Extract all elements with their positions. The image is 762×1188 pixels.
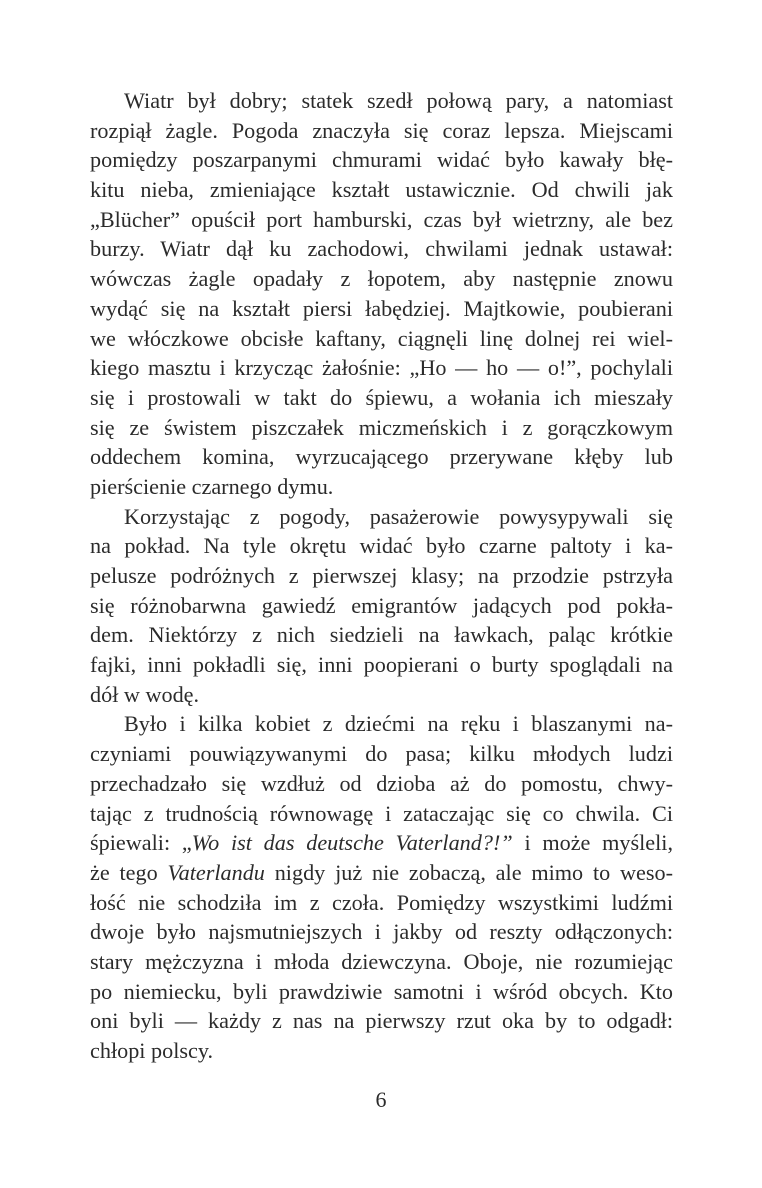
- text-line: [90, 175, 673, 205]
- text-line: [90, 234, 673, 264]
- text-line: [90, 472, 673, 502]
- text-run: Korzystając z pogody, pasażerowie powysypywali się: [124, 503, 673, 529]
- text-run: pelusze podróżnych z pierwszej klasy; na przodzie pstrzyła: [90, 563, 673, 588]
- text-line: [90, 947, 673, 977]
- text-run: pierścienie czarnego dymu.: [90, 473, 334, 499]
- italic-text: Vaterlandu: [167, 859, 265, 885]
- text-line: [90, 888, 673, 918]
- text-run: dół w wodę.: [90, 681, 200, 707]
- text-line: [90, 264, 673, 294]
- text-run: pomiędzy poszarpanymi chmurami widać było kawały błę-: [90, 147, 673, 173]
- paragraph: [90, 502, 673, 710]
- text-line: [90, 561, 673, 591]
- text-run: we włóczkowe obcisłe kaftany, ciągnęli linę dolnej rei wiel-: [90, 325, 673, 351]
- text-run: się różnobarwna gawiedź emigrantów jadących pod pokła-: [90, 592, 673, 618]
- text-line: [90, 294, 673, 324]
- text-line: [90, 205, 673, 235]
- paragraph: [90, 709, 673, 1065]
- text-line: [90, 828, 673, 858]
- text-run: dwoje było najsmutniejszych i jakby od reszty odłączonych:: [90, 919, 673, 945]
- text-run: czyniami pouwiązywanymi do pasa; kilku młodych ludzi: [90, 741, 673, 767]
- text-line: [90, 977, 673, 1007]
- text-run: kiego masztu i krzycząc żałośnie: „Ho — ho — o!”, pochylali: [90, 355, 673, 381]
- text-run: „Blücher” opuścił port hamburski, czas był wietrzny, ale bez: [90, 206, 673, 232]
- text-line: [90, 145, 673, 175]
- text-line: [90, 858, 673, 888]
- text-line: [90, 502, 673, 532]
- text-line: [90, 799, 673, 829]
- text-run: stary mężczyzna i młoda dziewczyna. Oboje, nie rozumiejąc: [90, 948, 673, 974]
- page-number: 6: [375, 1087, 387, 1112]
- text-line: [90, 353, 673, 383]
- text-run: nigdy już nie zobaczą, ale mimo to weso-: [264, 859, 673, 885]
- text-run: przechadzało się wzdłuż od dzioba aż do pomostu, chwy-: [90, 770, 673, 796]
- text-run: tając z trudnością równowagę i zataczając się co chwila. Ci: [90, 800, 673, 826]
- italic-text: Wo ist das deutsche Vaterland?!”: [191, 830, 513, 856]
- text-line: [90, 1006, 673, 1036]
- text-run: Wiatr był dobry; statek szedł połową pary, a natomiast: [124, 88, 673, 113]
- text-run: się ze świstem piszczałek miczmeńskich i z gorączkowym: [90, 414, 673, 440]
- text-run: oddechem komina, wyrzucającego przerywane kłęby lub: [90, 444, 673, 470]
- text-line: [90, 442, 673, 472]
- text-line: [90, 650, 673, 680]
- text-run: śpiewali: „: [90, 830, 192, 856]
- text-run: rozpiął żagle. Pogoda znaczyła się coraz lepsza. Miejscami: [90, 117, 673, 143]
- text-run: fajki, inni pokładli się, inni poopierani o burty spoglądali na: [90, 652, 673, 678]
- text-run: burzy. Wiatr dął ku zachodowi, chwilami jednak ustawał:: [90, 236, 673, 262]
- text-run: na pokład. Na tyle okrętu widać było czarne paltoty i ka-: [90, 533, 673, 559]
- text-run: kitu nieba, zmieniające kształt ustawicznie. Od chwili jak: [90, 177, 673, 203]
- text-line: [90, 917, 673, 947]
- text-line: [90, 769, 673, 799]
- text-line: [90, 709, 673, 739]
- text-line: [90, 86, 673, 116]
- text-run: Było i kilka kobiet z dziećmi na ręku i blaszanymi na-: [124, 711, 673, 737]
- paragraph: [90, 86, 673, 502]
- text-line: [90, 591, 673, 621]
- text-line: [90, 620, 673, 650]
- text-run: łość nie schodziła im z czoła. Pomiędzy wszystkimi ludźmi: [90, 889, 673, 915]
- text-run: chłopi polscy.: [90, 1038, 214, 1063]
- text-line: [90, 324, 673, 354]
- text-run: się i prostowali w takt do śpiewu, a wołania ich mieszały: [90, 384, 673, 410]
- text-run: oni byli — każdy z nas na pierwszy rzut oka by to odgadł:: [90, 1008, 673, 1034]
- text-line: [90, 383, 673, 413]
- body-text: [90, 86, 673, 1066]
- text-run: wydąć się na kształt piersi łabędziej. Majtkowie, poubierani: [90, 295, 673, 321]
- text-run: po niemiecku, byli prawdziwie samotni i wśród obcych. Kto: [90, 978, 673, 1004]
- text-line: [90, 413, 673, 443]
- text-run: że tego: [90, 859, 168, 885]
- text-run: wówczas żagle opadały z łopotem, aby następnie znowu: [90, 266, 673, 292]
- text-line: [90, 680, 673, 710]
- text-line: [90, 1036, 673, 1066]
- text-line: [90, 739, 673, 769]
- text-run: dem. Niektórzy z nich siedzieli na ławkach, paląc krótkie: [90, 622, 673, 648]
- text-run: i może myśleli,: [512, 830, 673, 856]
- text-line: [90, 116, 673, 146]
- text-line: [90, 531, 673, 561]
